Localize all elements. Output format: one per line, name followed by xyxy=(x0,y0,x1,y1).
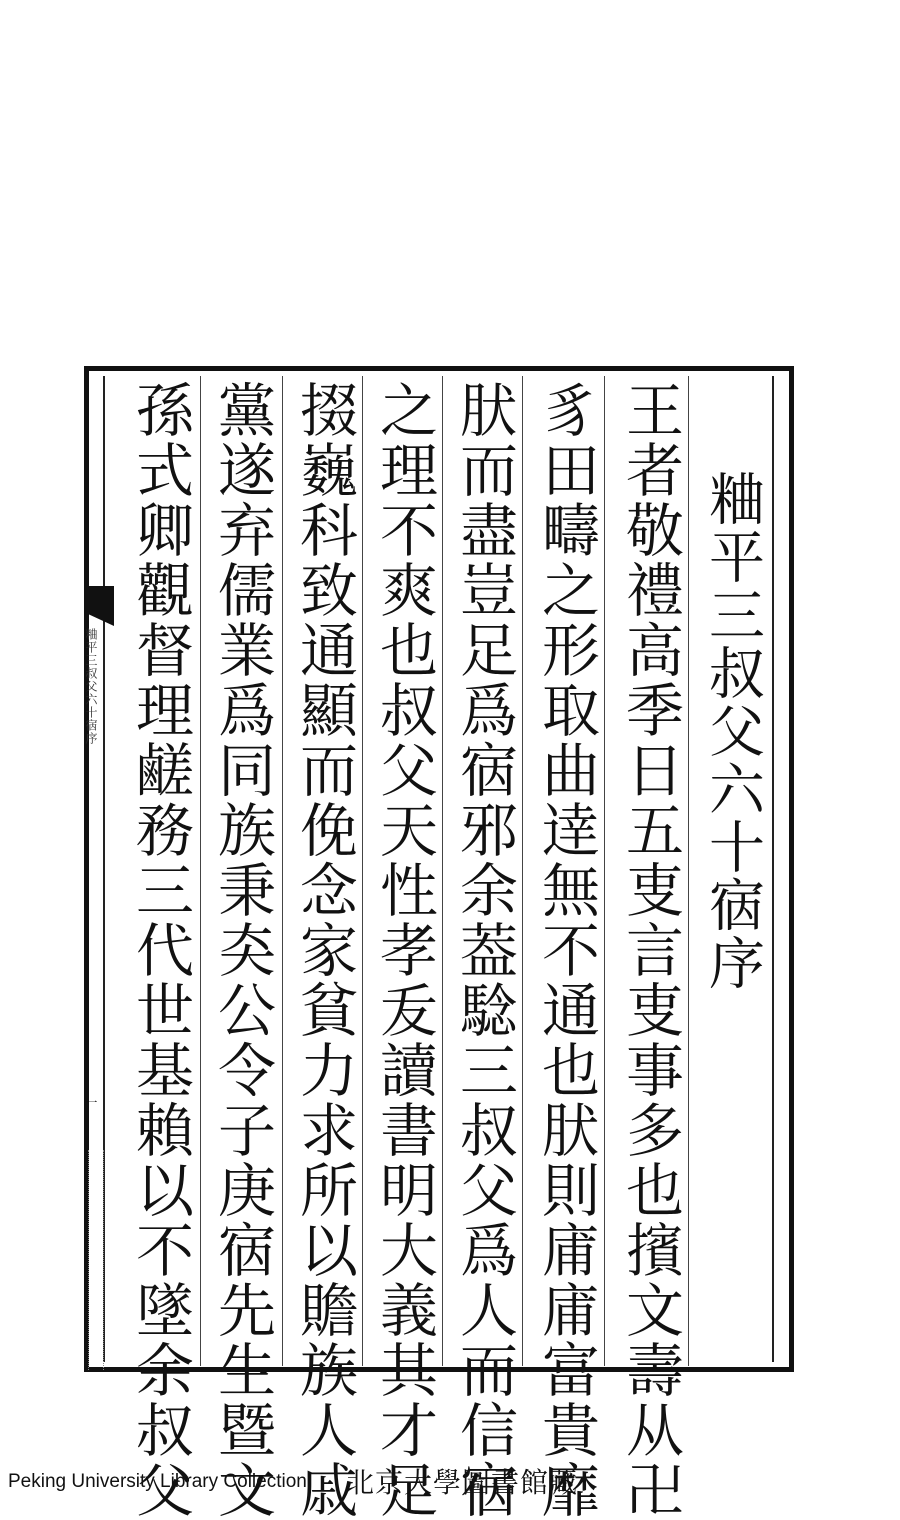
column-rule xyxy=(522,376,523,1366)
column-rule xyxy=(282,376,283,1366)
banxin-border xyxy=(88,1150,104,1370)
text-column-4: 之理不爽也叔父天性孝叐讀書明大義其才足 xyxy=(370,380,438,1520)
column-rule xyxy=(604,376,605,1366)
column-rule xyxy=(688,376,689,1366)
collection-name-english: Peking University Library Collection xyxy=(8,1471,307,1492)
document-title: 粬平三叔父六十㝛序 xyxy=(700,470,765,992)
collection-caption xyxy=(8,1461,892,1501)
text-column-6: 黨遂弃儒業爲同族秉㚐公令子庚㝛先生暨文 xyxy=(208,380,276,1520)
collection-name-chinese: 北京大學圖書館藏 xyxy=(346,1466,579,1499)
banxin-title: 粬平三叔父六十㝛序 xyxy=(84,628,98,745)
text-column-1: 王者敬禮高季日五叓言叓事多也擯文壽从卍 xyxy=(616,380,684,1520)
text-column-7: 孫式卿觀督理鹺務三代世基賴以不墜余叔父 xyxy=(126,380,194,1520)
banxin-page-number: 一 xyxy=(84,1096,98,1108)
inner-rule xyxy=(772,376,774,1362)
column-rule xyxy=(200,376,201,1366)
text-column-3: 肰而盡豈足爲㝛邪余葢騐三叔父爲人而信㝛 xyxy=(450,380,518,1520)
text-column-5: 掇巍科致通顯而俛念家貧力求所以贍族人戚 xyxy=(290,380,358,1520)
text-column-2: 豸田疇之形取曲逹無不通也肰則庯庯富貴靡 xyxy=(532,380,600,1520)
column-rule xyxy=(362,376,363,1366)
column-rule xyxy=(442,376,443,1366)
